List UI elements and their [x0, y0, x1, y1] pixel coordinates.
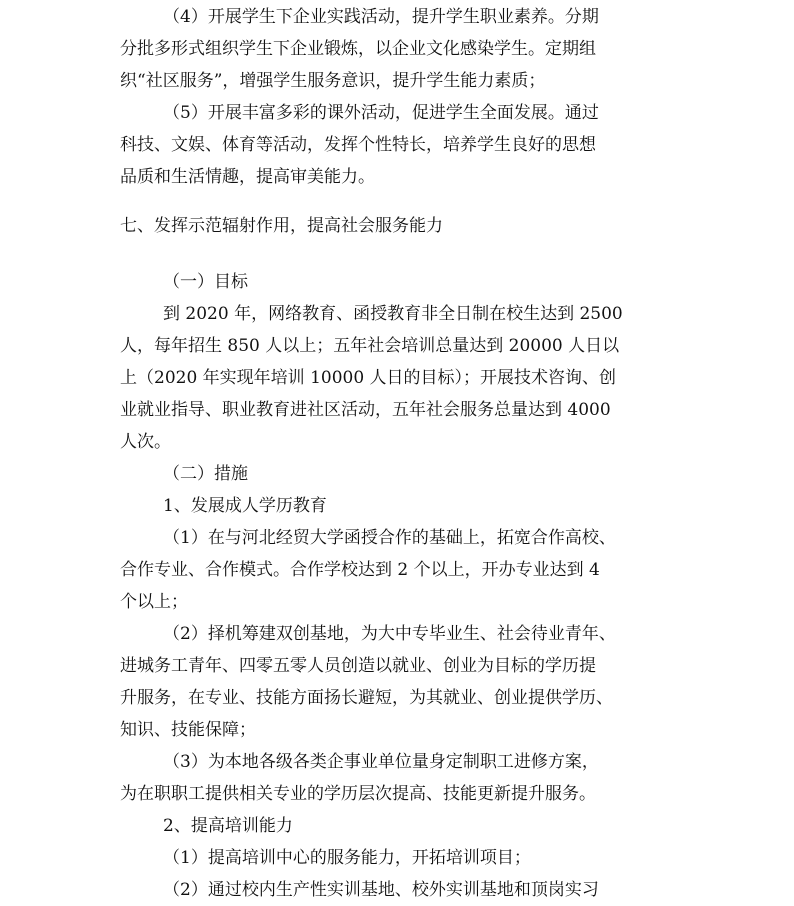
list-heading: 2、提高培训能力	[163, 816, 293, 836]
paragraph-line: 织“社区服务”，增强学生服务意识，提升学生能力素质；	[120, 71, 546, 91]
paragraph-line: （4）开展学生下企业实践活动，提升学生职业素养。分期	[163, 7, 599, 27]
paragraph-line: 人次。	[120, 432, 171, 452]
paragraph-line: 个以上；	[120, 592, 188, 612]
paragraph-line: （5）开展丰富多彩的课外活动，促进学生全面发展。通过	[163, 103, 599, 123]
paragraph-line: 分批多形式组织学生下企业锻炼，以企业文化感染学生。定期组	[120, 39, 596, 59]
paragraph-line: 人，每年招生 850 人以上；五年社会培训总量达到 20000 人日以	[120, 336, 620, 356]
paragraph-line: （2）择机筹建双创基地，为大中专毕业生、社会待业青年、	[163, 624, 616, 644]
paragraph-line: 进城务工青年、四零五零人员创造以就业、创业为目标的学历提	[120, 656, 596, 676]
subsection-heading: （二）措施	[163, 464, 248, 484]
paragraph-line: 业就业指导、职业教育进社区活动，五年社会服务总量达到 4000	[120, 400, 611, 420]
subsection-heading: （一）目标	[163, 272, 248, 292]
paragraph-line: 知识、技能保障；	[120, 720, 256, 740]
paragraph-line: （1）提高培训中心的服务能力，开拓培训项目；	[163, 848, 531, 868]
paragraph-line: 上（2020 年实现年培训 10000 人日的目标）；开展技术咨询、创	[120, 368, 617, 388]
paragraph-line: 为在职职工提供相关专业的学历层次提高、技能更新提升服务。	[120, 784, 596, 804]
paragraph-line: 升服务，在专业、技能方面扬长避短，为其就业、创业提供学历、	[120, 688, 613, 708]
paragraph-line: 品质和生活情趣，提高审美能力。	[120, 167, 375, 187]
paragraph-line: （3）为本地各级各类企事业单位量身定制职工进修方案，	[163, 752, 599, 772]
paragraph-line: 合作专业、合作模式。合作学校达到 2 个以上，开办专业达到 4	[120, 560, 600, 580]
list-heading: 1、发展成人学历教育	[163, 496, 327, 516]
paragraph-line: 到 2020 年，网络教育、函授教育非全日制在校生达到 2500	[163, 304, 623, 324]
paragraph-line: （1）在与河北经贸大学函授合作的基础上，拓宽合作高校、	[163, 528, 616, 548]
paragraph-line: （2）通过校内生产性实训基地、校外实训基地和顶岗实习	[163, 880, 599, 900]
paragraph-line: 科技、文娱、体育等活动，发挥个性特长，培养学生良好的思想	[120, 135, 596, 155]
section-heading: 七、发挥示范辐射作用，提高社会服务能力	[120, 216, 443, 236]
